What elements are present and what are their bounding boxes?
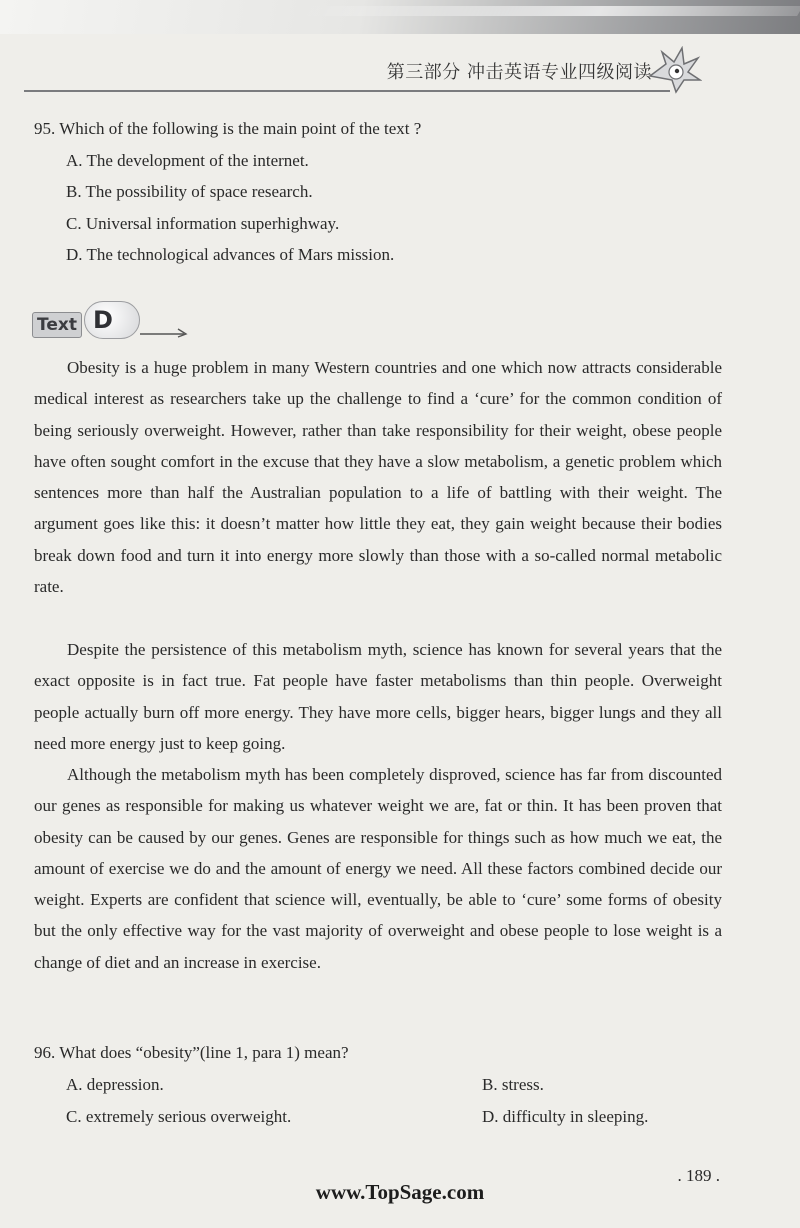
- passage-paragraph-2: Despite the persistence of this metabolism myth, science has known for several years that the exact opposite is in fact true. Fat people have faster metabolisms than thin people. Overweight people actually burn off more energy. They have more cells, bigger hears, bigger lungs and they all need more energy just to keep going.: [34, 640, 722, 753]
- question-95-option-b: B. The possibility of space research.: [66, 182, 313, 201]
- header-stripe: [297, 6, 800, 16]
- section-label: [30, 300, 170, 346]
- footer-url: www.TopSage.com: [315, 1180, 485, 1204]
- question-95-stem: 95. Which of the following is the main point of the text ?: [34, 119, 422, 138]
- question-96-option-d: D. difficulty in sleeping.: [482, 1107, 649, 1126]
- page-number: . 189 .: [677, 1166, 720, 1185]
- mascot-icon: [646, 46, 702, 94]
- question-96-option-a: A. depression.: [66, 1075, 164, 1094]
- question-95-option-a: A. The development of the internet.: [66, 151, 309, 170]
- section-label-letter: [84, 301, 140, 339]
- section-label-word: Text: [32, 312, 82, 338]
- question-96-stem: 96. What does “obesity”(line 1, para 1) mean?: [34, 1043, 349, 1062]
- question-96-option-c: C. extremely serious overweight.: [66, 1107, 292, 1126]
- header-rule: [24, 90, 670, 92]
- chapter-title: 第三部分 冲击英语专业四级阅读: [386, 62, 652, 83]
- passage-paragraph-1: Obesity is a huge problem in many Western countries and one which now attracts considerable medical interest as researchers take up the challenge to find a ‘cure’ for the common condition of being seriously overweight. However, rather than take responsibility for their weight, obese people have often sought comfort in the excuse that they have a slow metabolism, a genetic problem which sentences more than half the Australian population to a life of battling with their weight. The argument goes like this: it doesn’t matter how little they eat, they gain weight because their bodies break down food and turn it into energy more slowly than those with a so-called normal metabolic rate.: [34, 358, 722, 597]
- section-label-letter-text: D: [93, 306, 113, 334]
- question-95-option-c: C. Universal information superhighway.: [66, 214, 340, 233]
- question-96-option-b: B. stress.: [482, 1075, 544, 1094]
- header-band: [0, 0, 800, 34]
- arrow-right-icon: [140, 326, 188, 338]
- question-95-option-d: D. The technological advances of Mars mission.: [66, 245, 395, 264]
- passage-paragraph-3: Although the metabolism myth has been completely disproved, science has far from discounted our genes as responsible for making us whatever weight we are, fat or thin. It has been proven that obesity can be caused by our genes. Genes are responsible for things such as how much we eat, the amount of exercise we do and the amount of energy we need. All these factors combined decide our weight. Experts are confident that science will, eventually, be able to ‘cure’ some forms of obesity but the only effective way for the vast majority of overweight and obese people to lose weight is a change of diet and an increase in exercise.: [34, 765, 722, 972]
